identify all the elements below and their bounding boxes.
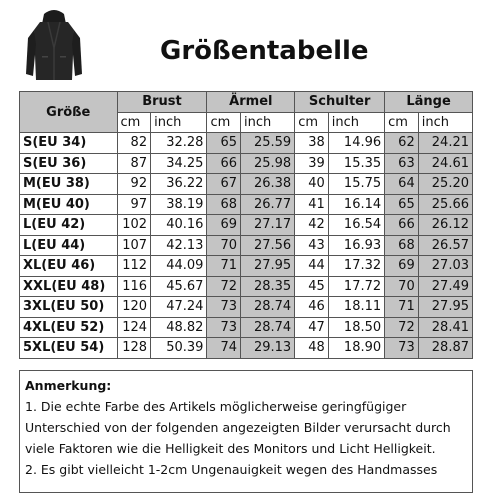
table-cell: 14.96 bbox=[328, 133, 384, 154]
table-cell: 16.54 bbox=[328, 215, 384, 236]
size-label-cell: 4XL(EU 52) bbox=[20, 317, 118, 338]
table-cell: 17.72 bbox=[328, 276, 384, 297]
table-cell: 26.12 bbox=[418, 215, 472, 236]
table-cell: 44.09 bbox=[151, 256, 207, 277]
table-cell: 63 bbox=[385, 153, 419, 174]
table-cell: 39 bbox=[295, 153, 329, 174]
table-cell: 18.90 bbox=[328, 338, 384, 359]
size-label-cell: S(EU 36) bbox=[20, 153, 118, 174]
unit-cm: cm bbox=[385, 112, 419, 133]
table-row bbox=[20, 133, 473, 154]
table-cell: 107 bbox=[117, 235, 151, 256]
table-cell: 116 bbox=[117, 276, 151, 297]
notes-line: 1. Die echte Farbe des Artikels möglicherweise geringfügiger bbox=[25, 399, 407, 414]
table-cell: 65 bbox=[385, 194, 419, 215]
size-column-header: Größe bbox=[20, 92, 118, 133]
table-cell: 25.20 bbox=[418, 174, 472, 195]
table-cell: 112 bbox=[117, 256, 151, 277]
table-cell: 27.95 bbox=[241, 256, 295, 277]
table-cell: 24.21 bbox=[418, 133, 472, 154]
unit-inch: inch bbox=[328, 112, 384, 133]
table-cell: 48 bbox=[295, 338, 329, 359]
unit-inch: inch bbox=[151, 112, 207, 133]
table-cell: 70 bbox=[385, 276, 419, 297]
table-row bbox=[20, 153, 473, 174]
laenge-header: Länge bbox=[385, 92, 473, 113]
unit-inch: inch bbox=[418, 112, 472, 133]
table-cell: 41 bbox=[295, 194, 329, 215]
table-cell: 47.24 bbox=[151, 297, 207, 318]
size-label-cell: M(EU 38) bbox=[20, 174, 118, 195]
table-cell: 45 bbox=[295, 276, 329, 297]
table-row bbox=[20, 317, 473, 338]
table-cell: 28.87 bbox=[418, 338, 472, 359]
table-cell: 47 bbox=[295, 317, 329, 338]
table-cell: 92 bbox=[117, 174, 151, 195]
table-cell: 15.35 bbox=[328, 153, 384, 174]
notes-box bbox=[19, 370, 473, 493]
table-cell: 124 bbox=[117, 317, 151, 338]
table-cell: 28.74 bbox=[241, 317, 295, 338]
table-cell: 16.14 bbox=[328, 194, 384, 215]
table-cell: 34.25 bbox=[151, 153, 207, 174]
table-cell: 72 bbox=[385, 317, 419, 338]
table-cell: 48.82 bbox=[151, 317, 207, 338]
size-label-cell: M(EU 40) bbox=[20, 194, 118, 215]
table-cell: 26.38 bbox=[241, 174, 295, 195]
table-cell: 71 bbox=[207, 256, 241, 277]
table-cell: 67 bbox=[207, 174, 241, 195]
table-cell: 66 bbox=[207, 153, 241, 174]
table-cell: 27.49 bbox=[418, 276, 472, 297]
unit-cm: cm bbox=[117, 112, 151, 133]
unit-cm: cm bbox=[207, 112, 241, 133]
table-cell: 68 bbox=[385, 235, 419, 256]
size-label-cell: 5XL(EU 54) bbox=[20, 338, 118, 359]
table-cell: 102 bbox=[117, 215, 151, 236]
table-cell: 69 bbox=[207, 215, 241, 236]
aermel-header: Ärmel bbox=[207, 92, 295, 113]
table-cell: 66 bbox=[385, 215, 419, 236]
unit-cm: cm bbox=[295, 112, 329, 133]
table-cell: 44 bbox=[295, 256, 329, 277]
size-label-cell: L(EU 44) bbox=[20, 235, 118, 256]
size-chart-table bbox=[19, 91, 473, 359]
table-row bbox=[20, 174, 473, 195]
table-cell: 27.95 bbox=[418, 297, 472, 318]
size-label-cell: L(EU 42) bbox=[20, 215, 118, 236]
table-cell: 72 bbox=[207, 276, 241, 297]
table-cell: 62 bbox=[385, 133, 419, 154]
table-row bbox=[20, 297, 473, 318]
unit-inch: inch bbox=[241, 112, 295, 133]
table-cell: 40.16 bbox=[151, 215, 207, 236]
jacket-product-image bbox=[22, 8, 86, 84]
table-cell: 97 bbox=[117, 194, 151, 215]
table-cell: 28.35 bbox=[241, 276, 295, 297]
table-cell: 16.93 bbox=[328, 235, 384, 256]
table-cell: 128 bbox=[117, 338, 151, 359]
table-cell: 64 bbox=[385, 174, 419, 195]
table-cell: 38 bbox=[295, 133, 329, 154]
table-cell: 120 bbox=[117, 297, 151, 318]
table-cell: 25.59 bbox=[241, 133, 295, 154]
notes-line: 2. Es gibt vielleicht 1-2cm Ungenauigkeit wegen des Handmasses bbox=[25, 462, 438, 477]
table-cell: 32.28 bbox=[151, 133, 207, 154]
table-cell: 73 bbox=[207, 317, 241, 338]
table-cell: 36.22 bbox=[151, 174, 207, 195]
table-cell: 70 bbox=[207, 235, 241, 256]
brust-header: Brust bbox=[117, 92, 207, 113]
table-cell: 43 bbox=[295, 235, 329, 256]
table-cell: 38.19 bbox=[151, 194, 207, 215]
table-row bbox=[20, 276, 473, 297]
page-title: Größentabelle bbox=[160, 36, 369, 66]
size-label-cell: S(EU 34) bbox=[20, 133, 118, 154]
table-cell: 45.67 bbox=[151, 276, 207, 297]
table-row bbox=[20, 256, 473, 277]
table-cell: 87 bbox=[117, 153, 151, 174]
table-cell: 28.74 bbox=[241, 297, 295, 318]
table-row bbox=[20, 235, 473, 256]
schulter-header: Schulter bbox=[295, 92, 385, 113]
notes-line: viele Faktoren wie die Helligkeit des Monitors und Licht Helligkeit. bbox=[25, 441, 436, 456]
table-cell: 42.13 bbox=[151, 235, 207, 256]
table-cell: 40 bbox=[295, 174, 329, 195]
table-row bbox=[20, 215, 473, 236]
table-cell: 73 bbox=[385, 338, 419, 359]
size-rows bbox=[20, 133, 473, 359]
size-label-cell: XXL(EU 48) bbox=[20, 276, 118, 297]
size-label-cell: 3XL(EU 50) bbox=[20, 297, 118, 318]
table-cell: 15.75 bbox=[328, 174, 384, 195]
table-cell: 26.57 bbox=[418, 235, 472, 256]
size-label-cell: XL(EU 46) bbox=[20, 256, 118, 277]
table-cell: 27.56 bbox=[241, 235, 295, 256]
table-cell: 29.13 bbox=[241, 338, 295, 359]
table-cell: 27.17 bbox=[241, 215, 295, 236]
table-cell: 65 bbox=[207, 133, 241, 154]
table-cell: 27.03 bbox=[418, 256, 472, 277]
table-cell: 25.66 bbox=[418, 194, 472, 215]
table-cell: 71 bbox=[385, 297, 419, 318]
table-cell: 24.61 bbox=[418, 153, 472, 174]
notes-line: Unterschied von der folgenden angezeigten Bilder verursacht durch bbox=[25, 420, 451, 435]
table-cell: 18.11 bbox=[328, 297, 384, 318]
table-row bbox=[20, 338, 473, 359]
table-cell: 69 bbox=[385, 256, 419, 277]
table-cell: 46 bbox=[295, 297, 329, 318]
table-cell: 74 bbox=[207, 338, 241, 359]
table-row bbox=[20, 194, 473, 215]
table-cell: 18.50 bbox=[328, 317, 384, 338]
table-cell: 73 bbox=[207, 297, 241, 318]
table-cell: 17.32 bbox=[328, 256, 384, 277]
table-cell: 26.77 bbox=[241, 194, 295, 215]
table-cell: 50.39 bbox=[151, 338, 207, 359]
table-cell: 42 bbox=[295, 215, 329, 236]
table-cell: 25.98 bbox=[241, 153, 295, 174]
notes-heading: Anmerkung: bbox=[25, 378, 112, 393]
table-cell: 28.41 bbox=[418, 317, 472, 338]
table-cell: 82 bbox=[117, 133, 151, 154]
table-cell: 68 bbox=[207, 194, 241, 215]
